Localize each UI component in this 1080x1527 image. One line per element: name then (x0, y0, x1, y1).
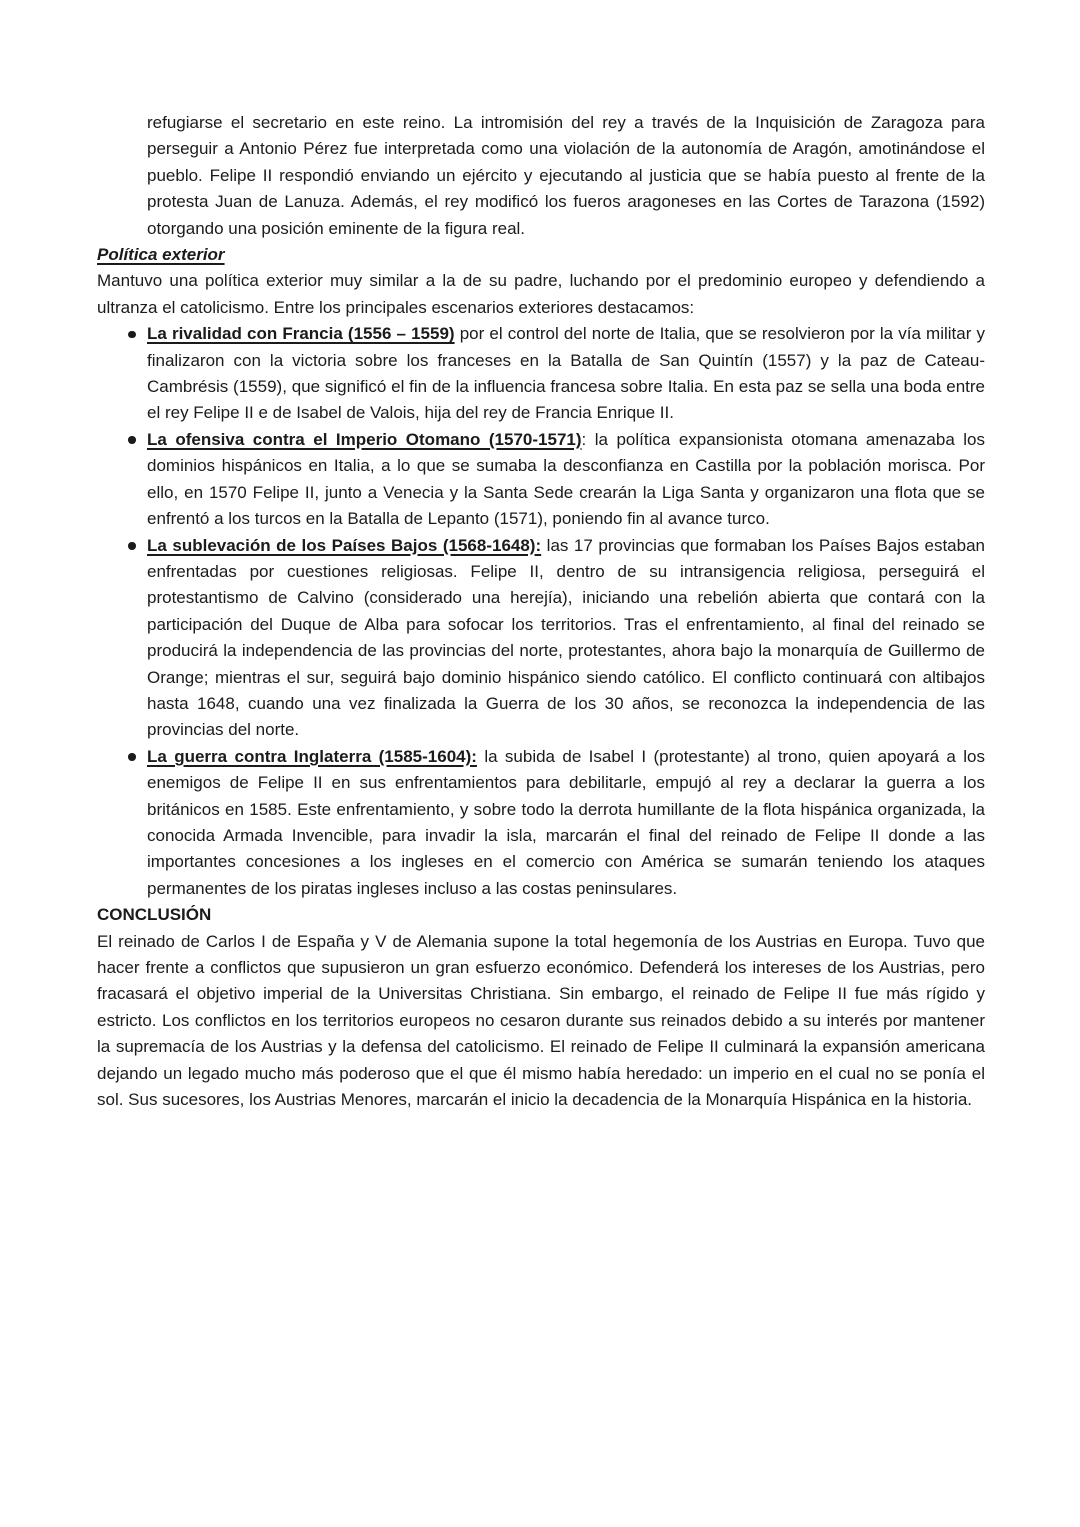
heading-politica-exterior (97, 242, 985, 268)
bullet-dot-icon (128, 331, 136, 339)
paragraph-politica-exterior-intro: Mantuvo una política exterior muy similar a la de su padre, luchando por el predominio europeo y defendiendo a ultranza el catolicismo. Entre los principales escenarios exteriores destacamos: (97, 271, 985, 317)
paragraph-aragon-continuation: refugiarse el secretario en este reino. La intromisión del rey a través de la Inquisición de Zaragoza para perseguir a Antonio Pérez fue interpretada como una violación de la autonomía de Aragón, amotinándose el pueblo. Felipe II respondió enviando un ejército y ejecutando al justicia que se había puesto al frente de la protesta Juan de Lanuza. Además, el rey modificó los fueros aragoneses en las Cortes de Tarazona (1592) otorgando una posición eminente de la figura real. (147, 113, 985, 238)
heading-conclusion: CONCLUSIÓN (97, 905, 212, 925)
bullet-dot-icon (128, 436, 136, 444)
bullet-dot-icon (128, 753, 136, 761)
bullet-dot-icon (128, 542, 136, 550)
bullet-title: La rivalidad con Francia (1556 – 1559) (147, 324, 455, 344)
heading-politica-exterior-text: Política exterior (97, 245, 225, 265)
bullet-title: La sublevación de los Países Bajos (1568-1648): (147, 535, 542, 555)
bullet-body: la subida de Isabel I (protestante) al trono, quien apoyará a los enemigos de Felipe II en sus enfrentamientos para debilitarle, empujó al rey a declarar la guerra a los británicos en 1585. Este enfrentamiento, y sobre todo la derrota humillante de la flota hispánica organizada, la conocida Armada Invencible, para invadir la isla, marcarán el final del reinado de Felipe II donde a las importantes concesiones a los ingleses en el comercio con América se sumarán teniendo los ataques permanentes de los piratas ingleses incluso a las costas peninsulares. (147, 746, 985, 898)
bullet-body: la política expansionista otomana amenazaba los dominios hispánicos en Italia, a lo que se sumaba la desconfianza en Castilla por la población morisca. Por ello, en 1570 Felipe II, junto a Venecia y la Santa Sede crearán la Liga Santa y organizaron una flota que se enfrentó a los turcos en la Batalla de Lepanto (1571), poniendo fin al avance turco. (147, 429, 985, 529)
bullet-item-rivalidad-francia (97, 321, 985, 427)
bullet-item-paises-bajos (97, 533, 985, 744)
exterior-policy-bullet-list (97, 321, 985, 902)
paragraph-conclusion: El reinado de Carlos I de España y V de Alemania supone la total hegemonía de los Austrias en Europa. Tuvo que hacer frente a conflictos que supusieron un gran esfuerzo económico. Defenderá los intereses de los Austrias, pero fracasará el objetivo imperial de la Universitas Christiana. Sin embargo, el reinado de Felipe II fue más rígido y estricto. Los conflictos en los territorios europeos no cesaron durante sus reinados debido a su interés por mantener la supremacía de los Austrias y la defensa del catolicismo. El reinado de Felipe II culminará la expansión americana dejando un legado mucho más poderoso que el que él mismo había heredado: un imperio en el cual no se ponía el sol. Sus sucesores, los Austrias Menores, marcarán el inicio la decadencia de la Monarquía Hispánica en la historia. (97, 931, 985, 1110)
bullet-separator: : (581, 429, 595, 449)
bullet-item-guerra-inglaterra (97, 744, 985, 902)
bullet-title: La ofensiva contra el Imperio Otomano (1570-1571) (147, 429, 582, 449)
bullet-body: por el control del norte de Italia, que se resolvieron por la vía militar y finalizaron con la victoria sobre los franceses en la Batalla de San Quintín (1557) y la paz de Cateau-Cambrésis (1559), que significó el fin de la influencia francesa sobre Italia. En esta paz se sella una boda entre el rey Felipe II e de Isabel de Valois, hija del rey de Francia Enrique II. (147, 324, 985, 423)
bullet-item-imperio-otomano (97, 427, 985, 533)
bullet-title: La guerra contra Inglaterra (1585-1604): (147, 746, 477, 766)
bullet-body: las 17 provincias que formaban los Países Bajos estaban enfrentadas por cuestiones religiosas. Felipe II, dentro de su intransigencia religiosa, perseguirá el protestantismo de Calvino (considerado una herejía), iniciando una rebelión abierta que contará con la participación del Duque de Alba para sofocar los territorios. Tras el enfrentamiento, al final del reinado se producirá la independencia de las provincias del norte, protestantes, ahora bajo la monarquía de Guillermo de Orange; mientras el sur, seguirá bajo dominio hispánico siendo católico. El conflicto continuará con altibajos hasta 1648, cuando una vez finalizada la Guerra de los 30 años, se reconozca la independencia de las provincias del norte. (147, 535, 985, 740)
